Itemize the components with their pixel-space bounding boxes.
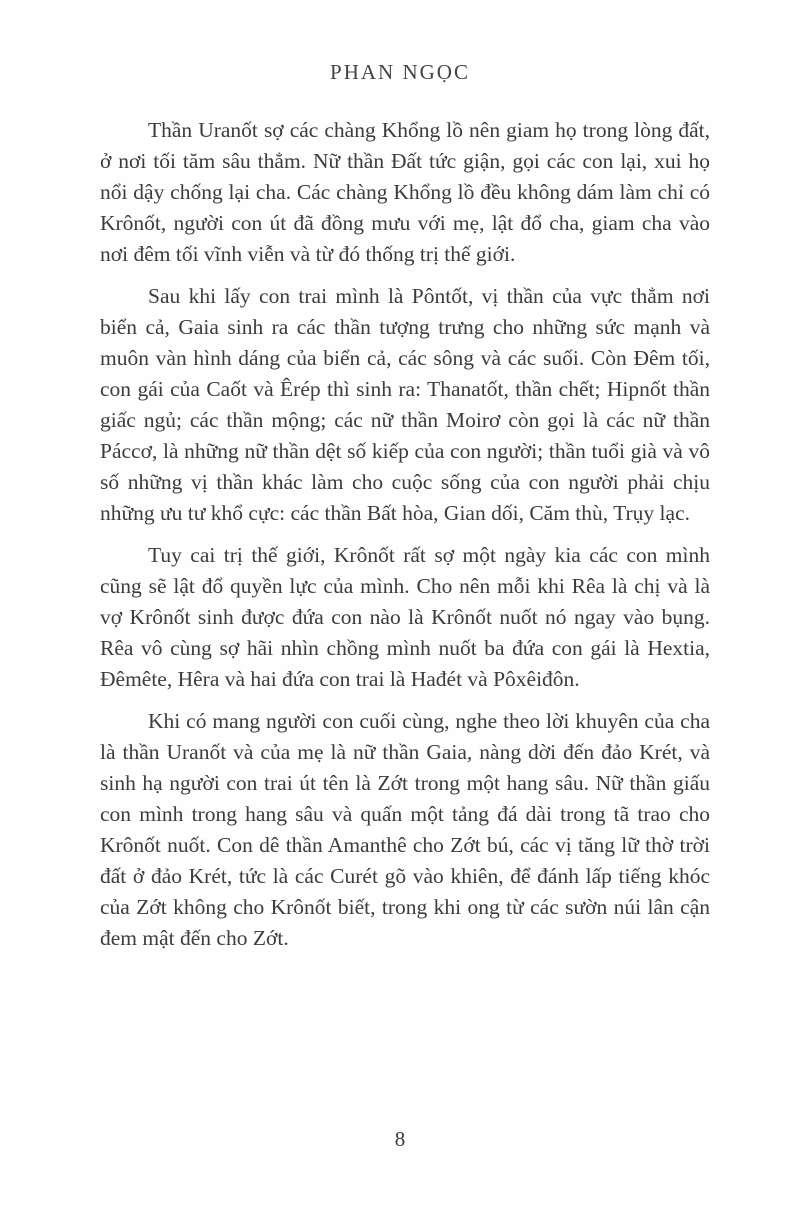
- running-header: PHAN NGỌC: [330, 60, 470, 84]
- page-number: 8: [394, 1127, 406, 1151]
- paragraph-3: Tuy cai trị thế giới, Krônốt rất sợ một ngày kia các con mình cũng sẽ lật đổ quyền lực của mình. Cho nên mỗi khi Rêa là chị và là vợ Krônốt sinh được đứa con nào là Krônốt nuốt nó ngay vào bụng. Rêa vô cùng sợ hãi nhìn chồng mình nuốt ba đứa con gái là Hextia, Đêmête, Hêra và hai đứa con trai là Hađét và Pôxêiđôn.: [100, 543, 710, 691]
- paragraph-2: Sau khi lấy con trai mình là Pôntốt, vị thần của vực thẳm nơi biển cả, Gaia sinh ra các thần tượng trưng cho những sức mạnh và muôn vàn hình dáng của biển cả, các sông và các suối. Còn Đêm tối, con gái của Caốt và Êrép thì sinh ra: Thanatốt, thần chết; Hipnốt thần giấc ngủ; các thần mộng; các nữ thần Moirơ còn gọi là các nữ thần Páccơ, là những nữ thần dệt số kiếp của con người; thần tuổi già và vô số những vị thần khác làm cho cuộc sống của con người phải chịu những ưu tư khổ cực: các thần Bất hòa, Gian dối, Căm thù, Trụy lạc.: [100, 284, 710, 525]
- paragraph-1: Thần Uranốt sợ các chàng Khổng lồ nên giam họ trong lòng đất, ở nơi tối tăm sâu thẳm. Nữ thần Đất tức giận, gọi các con lại, xui họ nổi dậy chống lại cha. Các chàng Khổng lồ đều không dám làm chỉ có Krônốt, người con út đã đồng mưu với mẹ, lật đổ cha, giam cha vào nơi đêm tối vĩnh viễn và từ đó thống trị thế giới.: [100, 118, 710, 266]
- page-body: [100, 115, 710, 954]
- paragraph-4: Khi có mang người con cuối cùng, nghe theo lời khuyên của cha là thần Uranốt và của mẹ là nữ thần Gaia, nàng dời đến đảo Krét, và sinh hạ người con trai út tên là Zớt trong một hang sâu. Nữ thần giấu con mình trong hang sâu và quấn một tảng đá dài trong tã trao cho Krônốt nuốt. Con dê thần Amanthê cho Zớt bú, các vị tăng lữ thờ trời đất ở đảo Krét, tức là các Curét gõ vào khiên, để đánh lấp tiếng khóc của Zớt không cho Krônốt biết, trong khi ong từ các sườn núi lân cận đem mật đến cho Zớt.: [100, 709, 710, 950]
